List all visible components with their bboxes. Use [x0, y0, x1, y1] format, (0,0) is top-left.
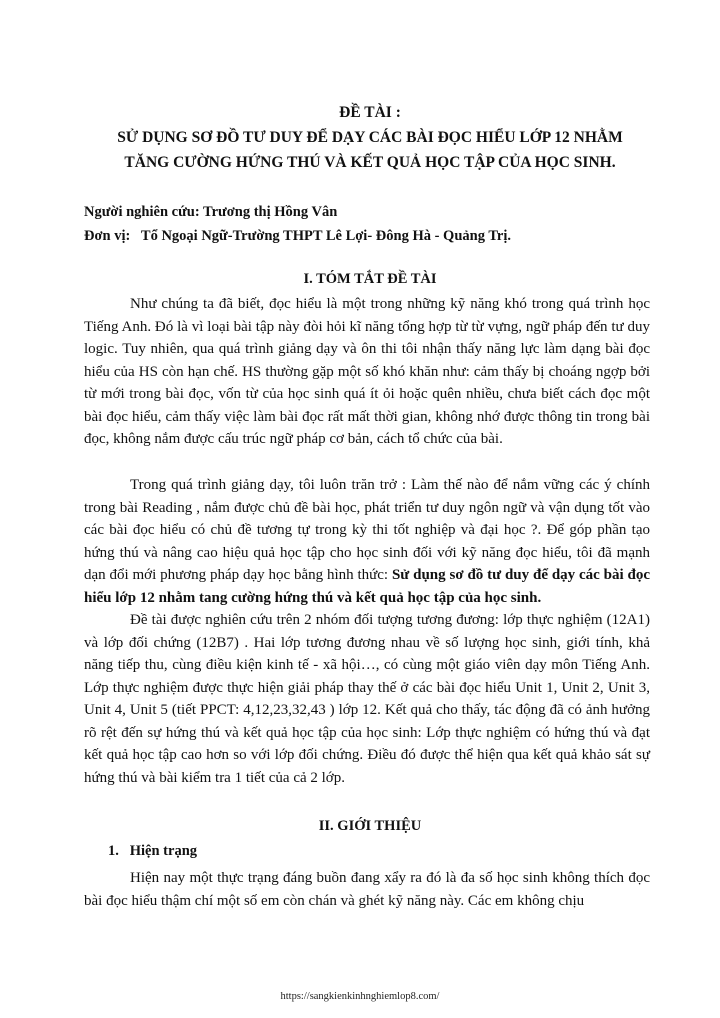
title-line-1: ĐỀ TÀI :	[339, 104, 401, 121]
section-1-paragraph-3: Đề tài được nghiên cứu trên 2 nhóm đối tượng tương đương: lớp thực nghiệm (12A1) và lớp đối chứng (12B7) . Hai lớp tương đương nhau về số lượng học sinh, giới tính, khả năng tiếp thu, cùng điều kiện kinh tế - xã hội…, có cùng một giáo viên dạy môn Tiếng Anh. Lớp thực nghiệm được thực hiện giải pháp thay thế ở các bài đọc hiểu Unit 1, Unit 2, Unit 3, Unit 4, Unit 5 (tiết PPCT: 4,12,23,32,43 ) lớp 12. Kết quả cho thấy, tác động đã có ảnh hưởng rõ rệt đến sự hứng thú và kết quả học tập của học sinh: Lớp thực nghiệm có hứng thú và đạt kết quả học tập cao hơn so với lớp đối chứng. Điều đó được thể hiện qua kết quả khảo sát sự hứng thú và bài kiểm tra 1 tiết của cả 2 lớp.	[84, 612, 650, 786]
section-2-heading: II. GIỚI THIỆU	[318, 818, 422, 834]
section-1-paragraph-1: Như chúng ta đã biết, đọc hiểu là một trong những kỹ năng khó trong quá trình học Tiếng Anh. Đó là vì loại bài tập này đòi hỏi kĩ năng tổng hợp từ từ vựng, ngữ pháp đến tư duy logic. Tuy nhiên, qua quá trình giảng dạy và ôn thi tôi nhận thấy năng lực làm dạng bài đọc hiểu của HS còn hạn chế. HS thường gặp một số khó khăn như: cảm thấy bị choáng ngợp bởi từ mới trong bài đọc, vốn từ của học sinh quá ít ỏi hoặc quên nhiều, chưa biết cách đọc một bài đọc hiểu, cảm thấy việc làm bài đọc rất mất thời gian, không nhớ được thông tin trong bài đọc, không nắm được cấu trúc ngữ pháp cơ bản, cách tổ chức của bài.	[84, 296, 650, 447]
title-line-3: TĂNG CƯỜNG HỨNG THÚ VÀ KẾT QUẢ HỌC TẬP CỦA HỌC SINH.	[124, 154, 616, 171]
unit-line: Đơn vị: Tổ Ngoại Ngữ-Trường THPT Lê Lợi- Đông Hà - Quảng Trị.	[84, 228, 511, 244]
title-line-2: SỬ DỤNG SƠ ĐỒ TƯ DUY ĐỂ DẠY CÁC BÀI ĐỌC HIỂU LỚP 12 NHẰM	[117, 129, 623, 146]
footer-url: https://sangkienkinhnghiemlop8.com/	[280, 991, 440, 1002]
paragraph-2-text: Trong quá trình giảng dạy, tôi luôn trăn trở : Làm thế nào để nắm vững các ý chính trong bài Reading , nắm được chủ đề bài học, phát triển tư duy ngôn ngữ và vận dụng tốt vào các bài đọc hiểu có chủ đề tương tự trong kỳ thi tốt nghiệp và đại học ?. Để góp phần tạo hứng thú và nâng cao hiệu quả học tập cho học sinh đối với kỹ năng đọc hiểu, tôi đã mạnh dạn đổi mới phương pháp dạy học bằng hình thức:	[84, 477, 650, 583]
paragraph-2-emphasis: Sử dụng sơ đồ tư duy để dạy các bài đọc hiểu lớp 12 nhằm tang cường hứng thú và kết quả học tập của học sinh.	[84, 567, 650, 606]
section-1-paragraph-2	[84, 474, 650, 609]
section-2-paragraph-1: Hiện nay một thực trạng đáng buồn đang xẩy ra đó là đa số học sinh không thích đọc bài đọc hiểu thậm chí một số em còn chán và ghét kỹ năng này. Các em không chịu	[84, 870, 650, 909]
document-title	[70, 100, 670, 175]
researcher-line: Người nghiên cứu: Trương thị Hồng Vân	[84, 204, 338, 220]
subsection-1-heading: 1. Hiện trạng	[108, 843, 198, 859]
section-1-heading: I. TÓM TẮT ĐỀ TÀI	[303, 271, 437, 287]
